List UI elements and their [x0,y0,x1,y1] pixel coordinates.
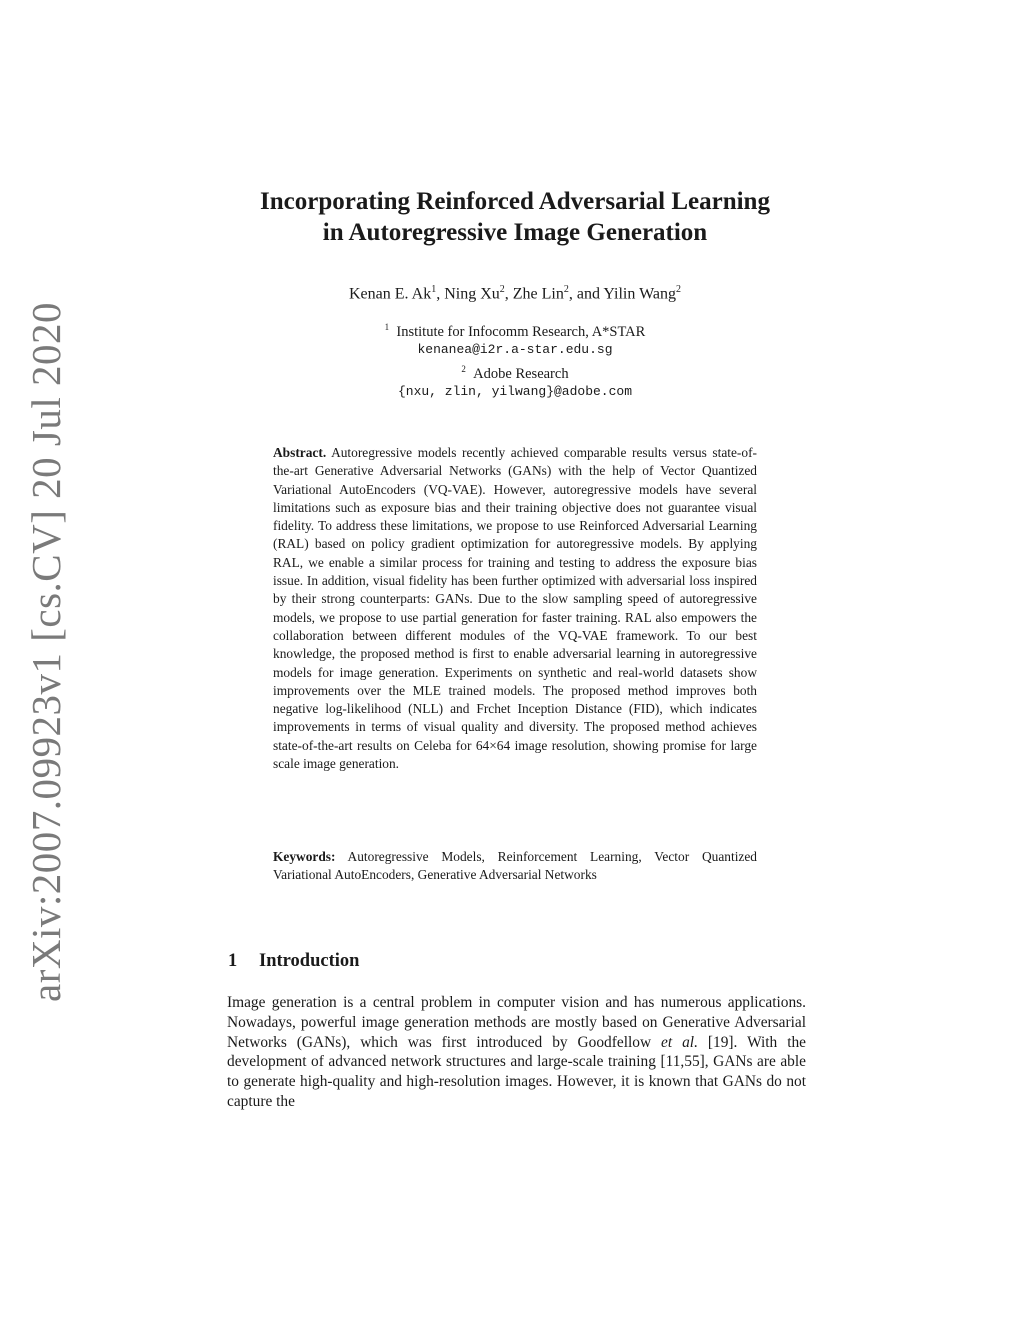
keywords-label: Keywords: [273,849,336,864]
affiliation-email: kenanea@i2r.a-star.edu.sg [417,342,613,358]
abstract-label: Abstract. [273,445,327,460]
abstract [273,444,757,773]
affiliation-mark: 1 [384,322,390,332]
author-separator: , and [568,285,604,303]
intro-et-al: et al. [661,1033,698,1051]
section-title: Introduction [259,951,360,971]
keywords [273,848,757,885]
affiliation-2 [200,360,830,383]
section-heading [228,951,359,972]
author-name: Zhe Lin [512,285,564,303]
author-affiliation-mark: 1 [431,284,437,295]
author-name: Yilin Wang [603,285,676,303]
title-line-2: in Autoregressive Image Generation [322,219,708,246]
intro-text-part-2: [19]. With the development of advanced network structures and large-scale training [11,55], GANs are able to generate high-quality and high-resolution images. However, it is known that GANs do not capture the [227,1033,806,1110]
author-affiliation-mark: 2 [563,284,569,295]
section-number: 1 [228,951,238,971]
affiliation-1 [200,318,830,341]
introduction-paragraph [227,993,806,1112]
author-list [200,284,830,303]
author-affiliation-mark: 2 [676,284,681,295]
title-line-1: Incorporating Reinforced Adversarial Learning [260,188,770,215]
paper-title [200,186,830,248]
keywords-text: Autoregressive Models, Reinforcement Learning, Vector Quantized Variational AutoEncoders, Generative Adversarial Networks [273,849,757,883]
author-affiliation-mark: 2 [499,284,505,295]
affiliation-institution: Adobe Research [473,365,569,382]
affiliation-mark: 2 [461,363,466,374]
author-name: Kenan E. Ak [348,285,432,303]
author-name: Ning Xu [444,285,500,303]
author-separator: , [504,285,513,303]
affiliation-email: {nxu, zlin, yilwang}@adobe.com [397,384,633,400]
author-separator: , [436,285,445,303]
abstract-text: Autoregressive models recently achieved comparable results versus state-of-the-art Generative Adversarial Networks (GANs) with the help of Vector Quantized Variational AutoEncoders (VQ-VAE). However, autoregressive models have several limitations such as exposure bias and their training objective does not guarantee visual fidelity. To address these limitations, we propose to use Reinforced Adversarial Learning (RAL) based on policy gradient optimization for autoregressive models. By applying RAL, we enable a similar process for training and testing to address the exposure bias issue. In addition, visual fidelity has been further optimized with adversarial loss inspired by their strong counterparts: GANs. Due to the slow sampling speed of autoregressive models, we propose to use partial generation for faster training. RAL also empowers the collaboration between different modules of the VQ-VAE framework. To our best knowledge, the proposed method is first to enable adversarial learning in autoregressive models for image generation. Experiments on synthetic and real-world datasets show improvements over the MLE trained models. The proposed method improves both negative log-likelihood (NLL) and Frchet Inception Distance (FID), which indicates improvements in terms of visual quality and diversity. The proposed method achieves state-of-the-art results on Celeba for 64×64 image resolution, showing promise for large scale image generation. [273,445,758,772]
arxiv-identifier [10,301,82,1003]
arxiv-identifier-text: arXiv:2007.09923v1 [cs.CV] 20 Jul 2020 [23,301,70,1003]
affiliation-institution: Institute for Infocomm Research, A*STAR [396,323,646,340]
intro-text-part-1: Image generation is a central problem in computer vision and has numerous applications. Nowadays, powerful image generation methods are mostly based on Generative Adversarial Networks (GANs), which was first introduced by Goodfellow [227,994,806,1051]
affiliations [200,318,830,402]
